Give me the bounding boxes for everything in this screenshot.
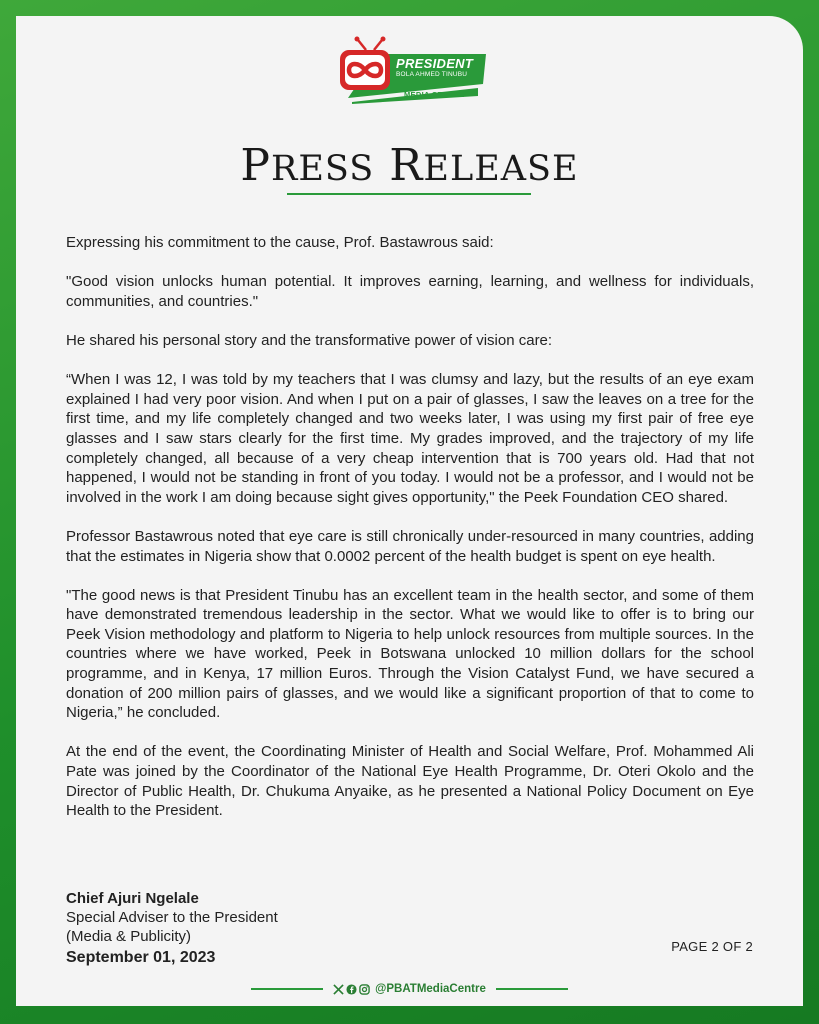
- signatory-role-detail: (Media & Publicity): [66, 928, 192, 945]
- paragraph: At the end of the event, the Coordinating Minister of Health and Social Welfare, Prof. Mohammed Ali Pate was joined by the Coordinator of the National Eye Health Programme, Dr. Oteri Okolo and the Director of Public Health, Dr. Chukuma Anyaike, as he presented a National Policy Document on Eye Health to the President.: [66, 743, 754, 820]
- paragraph: Expressing his commitment to the cause, Prof. Bastawrous said:: [66, 234, 494, 251]
- signature-block: [66, 889, 278, 967]
- social-handle[interactable]: @PBATMediaCentre: [375, 983, 486, 995]
- logo: [338, 36, 488, 104]
- paragraph: “When I was 12, I was told by my teachers that I was clumsy and lazy, but the results of an eye exam explained I had very poor vision. And when I put on a pair of glasses, I saw the leaves on a tree for the first time, and my life completely changed and two weeks later, I was using my first pair of free eye glasses and I saw stars clearly for the first time. My grades improved, and the trajectory of my life completely changed, all because of a very cheap intervention that is 700 years old. Had that not happened, I would not be standing in front of you today. I would not be a professor, and I would not be involved in the work I am doing because sight gives opportunity," the Peek Foundation CEO shared.: [66, 371, 754, 506]
- social-links: [333, 983, 486, 995]
- page-number: PAGE 2 OF 2: [671, 939, 753, 954]
- paragraph: "The good news is that President Tinubu has an excellent team in the health sector, and some of them have demonstrated tremendous leadership in the sector. What we would like to offer is to bring our Peek Vision methodology and platform to Nigeria to help unlock resources from multiple sources. In the countries where we have worked, Peek in Botswana unlocked 10 million dollars for the school programme, and in Kenya, 17 million Euros. Through the Vision Catalyst Fund, we have secured a donation of 200 million pairs of glasses, and we would like a significant proportion of that to come to Nigeria,” he concluded.: [66, 586, 754, 722]
- press-body: [66, 233, 754, 840]
- page-title: PRESS RELEASE: [240, 140, 579, 191]
- instagram-icon[interactable]: [359, 984, 370, 995]
- press-release-sheet: [16, 16, 803, 1006]
- signatory-name: Chief Ajuri Ngelale: [66, 890, 199, 907]
- title-underline: [287, 193, 531, 195]
- x-icon[interactable]: [333, 984, 344, 995]
- logo-subtitle: BOLA AHMED TINUBU: [396, 71, 468, 78]
- logo-media-centre: MEDIA CENTRE: [404, 90, 465, 99]
- release-date: September 01, 2023: [66, 949, 216, 966]
- facebook-icon[interactable]: [346, 984, 357, 995]
- paragraph: "Good vision unlocks human potential. It improves earning, learning, and wellness for individuals, communities, and countries.": [66, 273, 754, 310]
- footer: [16, 980, 803, 998]
- paragraph: Professor Bastawrous noted that eye care is still chronically under-resourced in many countries, adding that the estimates in Nigeria show that 0.0002 percent of the health budget is spent on eye health.: [66, 527, 754, 565]
- paragraph: He shared his personal story and the transformative power of vision care:: [66, 331, 553, 349]
- footer-divider-right: [496, 988, 568, 990]
- logo-title: PRESIDENT: [396, 56, 474, 71]
- footer-divider-left: [251, 988, 323, 990]
- signatory-role: Special Adviser to the President: [66, 909, 278, 926]
